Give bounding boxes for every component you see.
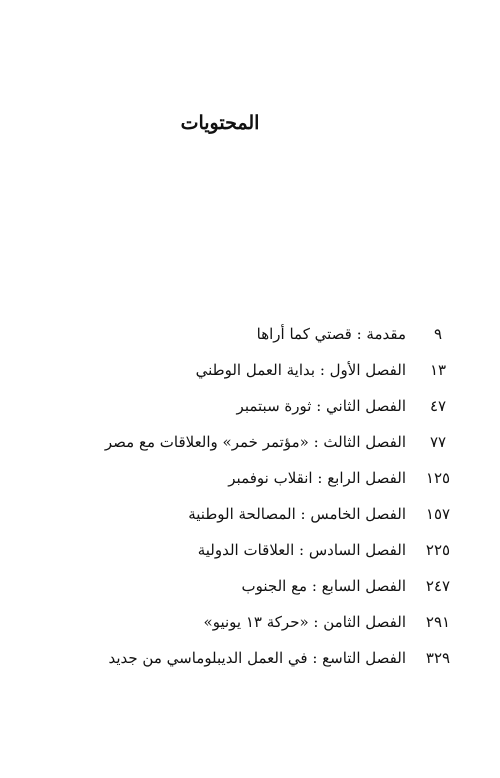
toc-page-number: ٩ xyxy=(433,325,443,343)
toc-entry-title: الفصل الثامن : «حركة ١٣ يونيو» xyxy=(203,613,406,631)
toc-entry xyxy=(40,424,470,460)
toc-entry xyxy=(40,316,470,352)
toc-page-number: ٢٤٧ xyxy=(425,577,451,595)
toc-page-number: ٢٢٥ xyxy=(425,541,451,559)
toc-entry xyxy=(40,568,470,604)
toc-page-number: ١٥٧ xyxy=(425,505,451,523)
page-title: المحتويات xyxy=(180,112,260,134)
toc-entry xyxy=(40,352,470,388)
table-of-contents xyxy=(40,316,470,676)
toc-entry-title: الفصل الرابع : انقلاب نوفمبر xyxy=(228,469,406,487)
toc-entry-title: الفصل الثاني : ثورة سبتمبر xyxy=(236,397,406,415)
toc-page-number: ٧٧ xyxy=(429,433,447,451)
toc-entry xyxy=(40,388,470,424)
toc-entry-title: مقدمة : قصتي كما أراها xyxy=(256,325,406,343)
toc-entry xyxy=(40,604,470,640)
toc-entry-title: الفصل السادس : العلاقات الدولية xyxy=(197,541,406,559)
toc-page-number: ٢٩١ xyxy=(425,613,451,631)
toc-entry-title: الفصل التاسع : في العمل الديبلوماسي من جديد xyxy=(108,649,406,667)
toc-entry xyxy=(40,640,470,676)
toc-entry-title: الفصل الأول : بداية العمل الوطني xyxy=(195,361,406,379)
toc-entry xyxy=(40,460,470,496)
toc-entry xyxy=(40,532,470,568)
toc-entry-title: الفصل السابع : مع الجنوب xyxy=(241,577,406,595)
toc-page-number: ٤٧ xyxy=(429,397,447,415)
toc-page-number: ١٣ xyxy=(429,361,447,379)
toc-page-number: ١٢٥ xyxy=(425,469,451,487)
toc-entry-title: الفصل الثالث : «مؤتمر خمر» والعلاقات مع مصر xyxy=(104,433,406,451)
toc-entry-title: الفصل الخامس : المصالحة الوطنية xyxy=(188,505,406,523)
toc-page-number: ٣٢٩ xyxy=(425,649,451,667)
toc-entry xyxy=(40,496,470,532)
